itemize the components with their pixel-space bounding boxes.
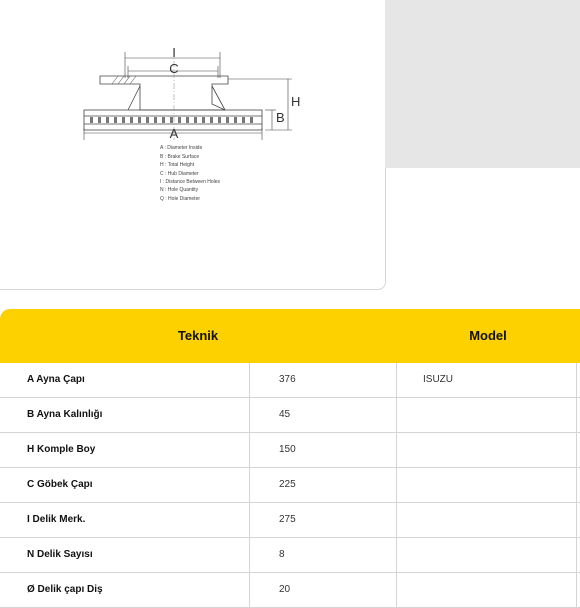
row-label: I Delik Merk.: [0, 503, 250, 537]
legend-item: C : Hub Diameter: [160, 171, 199, 177]
table-row: [0, 433, 580, 468]
row-label: H Komple Boy: [0, 433, 250, 467]
header-teknik: Teknik: [177, 328, 219, 343]
label-B: B: [276, 110, 285, 125]
row-model: [397, 468, 577, 502]
row-value: 275: [251, 503, 397, 537]
row-label: B Ayna Kalınlığı: [0, 398, 250, 432]
legend-item: H : Total Height: [160, 162, 195, 168]
legend-item: N : Hole Quantity: [160, 187, 199, 193]
brake-disc-diagram: [0, 0, 385, 300]
row-model: [397, 398, 577, 432]
legend-item: I : Distance Between Holes: [160, 179, 221, 185]
row-label: A Ayna Çapı: [0, 363, 250, 397]
row-value: 376: [251, 363, 397, 397]
row-value: 20: [251, 573, 397, 607]
row-label: C Göbek Çapı: [0, 468, 250, 502]
table-row: [0, 573, 580, 608]
table-header: [0, 309, 580, 363]
row-model: [397, 503, 577, 537]
legend-item: B : Brake Surface: [160, 154, 200, 160]
header-model: Model: [469, 328, 507, 343]
label-A: A: [169, 126, 179, 141]
table-row: [0, 468, 580, 503]
row-value: 150: [251, 433, 397, 467]
legend-item: A : Diameter Inside: [160, 145, 203, 151]
table-row: [0, 398, 580, 433]
label-I: I: [172, 45, 176, 60]
row-label: N Delik Sayısı: [0, 538, 250, 572]
spec-table: [0, 309, 580, 608]
label-C: C: [169, 61, 179, 76]
row-model: [397, 433, 577, 467]
row-value: 8: [251, 538, 397, 572]
diagram-legend: [160, 145, 221, 202]
image-placeholder-panel: [385, 0, 580, 168]
row-model: [397, 573, 577, 607]
row-value: 225: [251, 468, 397, 502]
row-model: ISUZU: [397, 363, 577, 397]
label-H: H: [291, 94, 301, 109]
row-label: Ø Delik çapı Diş: [0, 573, 250, 607]
table-row: [0, 363, 580, 398]
table-row: [0, 503, 580, 538]
row-model: [397, 538, 577, 572]
row-value: 45: [251, 398, 397, 432]
legend-item: Q : Hole Diameter: [160, 196, 201, 202]
table-row: [0, 538, 580, 573]
